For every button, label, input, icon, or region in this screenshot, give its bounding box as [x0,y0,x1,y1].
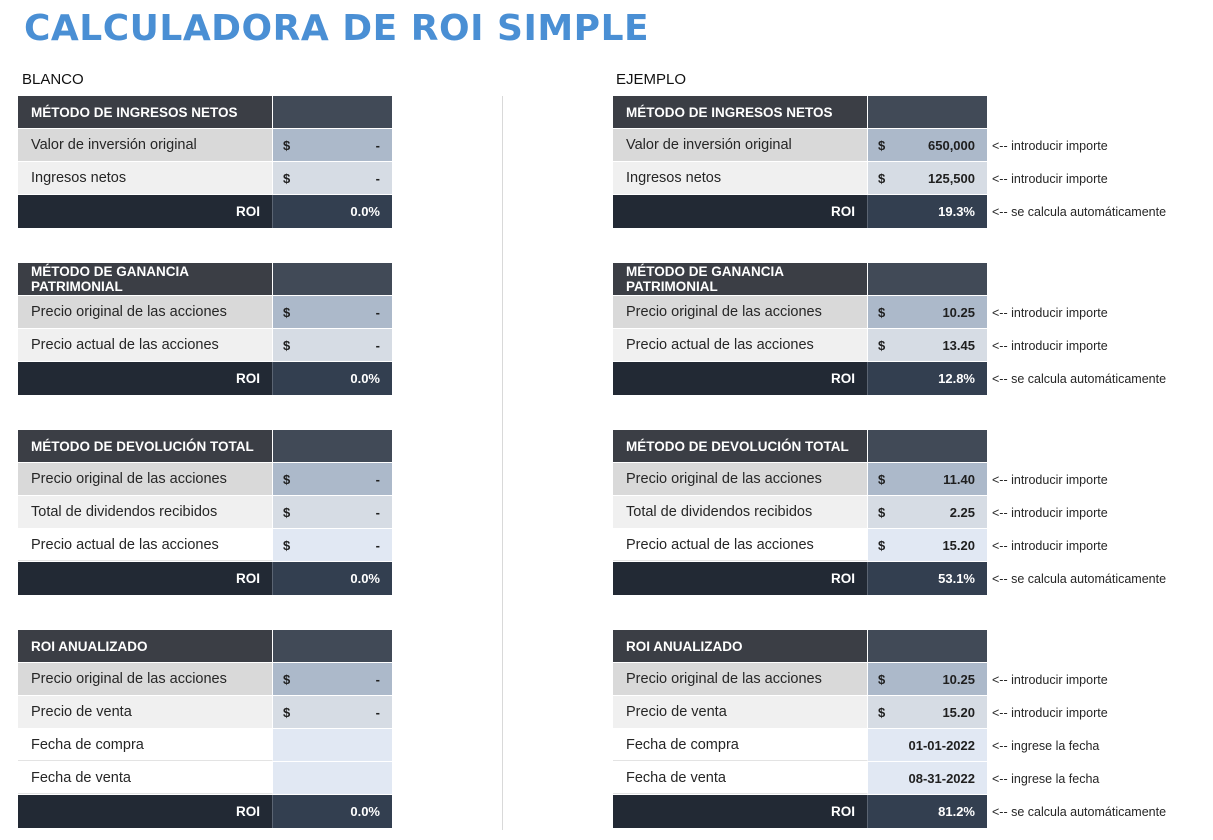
row-label: Precio de venta [613,696,868,728]
original-price-input[interactable] [273,663,392,695]
cell-value: 2.25 [949,504,975,520]
currency-symbol: $ [283,537,291,553]
current-price-input[interactable] [868,329,987,361]
cell-value: - [375,170,380,186]
currency-symbol: $ [878,304,886,320]
sale-price-input[interactable] [273,696,392,728]
roi-row [613,195,987,228]
table-row [613,729,987,762]
table-row [18,463,392,496]
roi-row [613,562,987,595]
row-label: Ingresos netos [613,162,868,194]
header-value-cell [868,630,987,662]
row-label: Total de dividendos recibidos [18,496,273,528]
currency-symbol: $ [878,537,886,553]
blank-capital-gain-table [18,263,392,395]
currency-symbol: $ [283,337,291,353]
hint-note: <-- ingrese la fecha [992,771,1100,786]
table-row [613,663,987,696]
currency-symbol: $ [878,137,886,153]
purchase-date-input[interactable]: 01-01-2022 [868,729,987,761]
roi-value: 0.0% [273,195,392,228]
header-value-cell [273,263,392,295]
dividends-input[interactable] [273,496,392,528]
roi-label: ROI [613,562,868,595]
currency-symbol: $ [283,671,291,687]
table-row [613,496,987,529]
table-row [18,162,392,195]
row-label: Valor de inversión original [18,129,273,161]
table-row [18,729,392,762]
hint-note: <-- introducir importe [992,138,1108,153]
table-row [613,529,987,562]
row-label: Precio original de las acciones [18,463,273,495]
row-label: Valor de inversión original [613,129,868,161]
hint-note: <-- introducir importe [992,538,1108,553]
table-header [613,630,987,663]
currency-symbol: $ [878,471,886,487]
table-row [18,329,392,362]
table-title: ROI ANUALIZADO [613,630,868,662]
cell-value: 15.20 [942,704,975,720]
cell-value: 10.25 [942,671,975,687]
roi-value: 0.0% [273,562,392,595]
row-label: Total de dividendos recibidos [613,496,868,528]
cell-value: - [375,137,380,153]
cell-value: - [375,337,380,353]
roi-label: ROI [613,195,868,228]
table-row [18,496,392,529]
table-row [613,463,987,496]
table-title: MÉTODO DE INGRESOS NETOS [613,96,868,128]
hint-note: <-- se calcula automáticamente [992,204,1167,219]
example-net-income-table [613,96,987,228]
cell-value: - [375,537,380,553]
roi-label: ROI [18,362,273,395]
hint-note: <-- introducir importe [992,171,1108,186]
currency-symbol: $ [283,704,291,720]
hint-note: <-- introducir importe [992,472,1108,487]
roi-value: 81.2% [868,795,987,828]
table-title: MÉTODO DE GANANCIA PATRIMONIAL [18,263,273,295]
row-label: Precio original de las acciones [18,663,273,695]
sale-price-input[interactable] [868,696,987,728]
row-label: Precio actual de las acciones [18,529,273,561]
currency-symbol: $ [283,304,291,320]
roi-row [613,362,987,395]
table-row [18,663,392,696]
current-price-input[interactable] [868,529,987,561]
original-price-input[interactable] [868,663,987,695]
row-label: Fecha de compra [613,729,868,761]
currency-symbol: $ [878,170,886,186]
cell-value: 10.25 [942,304,975,320]
cell-value: - [375,304,380,320]
example-annualized-table [613,630,987,828]
table-title: MÉTODO DE DEVOLUCIÓN TOTAL [613,430,868,462]
table-row [18,129,392,162]
blank-section-label: BLANCO [22,71,84,88]
header-value-cell [273,96,392,128]
row-label: Fecha de compra [18,729,273,761]
original-price-input[interactable] [273,296,392,328]
header-value-cell [273,630,392,662]
currency-symbol: $ [878,337,886,353]
cell-value: - [375,671,380,687]
roi-value: 0.0% [273,362,392,395]
hint-note: <-- introducir importe [992,672,1108,687]
roi-label: ROI [18,562,273,595]
currency-symbol: $ [283,170,291,186]
header-value-cell [868,96,987,128]
table-row [18,762,392,795]
page-title: CALCULADORA DE ROI SIMPLE [24,8,650,49]
table-row [613,129,987,162]
roi-row [18,362,392,395]
hint-note: <-- introducir importe [992,305,1108,320]
row-label: Precio original de las acciones [613,663,868,695]
row-label: Fecha de venta [613,762,868,794]
hint-note: <-- se calcula automáticamente [992,371,1167,386]
currency-symbol: $ [283,137,291,153]
row-label: Precio actual de las acciones [613,529,868,561]
roi-value: 12.8% [868,362,987,395]
header-value-cell [868,430,987,462]
original-price-input[interactable] [273,463,392,495]
table-row [18,296,392,329]
table-header [613,263,987,296]
roi-value: 53.1% [868,562,987,595]
roi-label: ROI [613,795,868,828]
net-income-input[interactable] [273,162,392,194]
table-row [613,329,987,362]
roi-value: 19.3% [868,195,987,228]
column-divider [502,96,503,830]
table-row [613,162,987,195]
example-capital-gain-table [613,263,987,395]
cell-value: - [375,704,380,720]
header-value-cell [868,263,987,295]
hint-note: <-- se calcula automáticamente [992,804,1167,819]
table-header [18,630,392,663]
blank-net-income-table [18,96,392,228]
hint-note: <-- introducir importe [992,505,1108,520]
table-header [613,430,987,463]
currency-symbol: $ [878,504,886,520]
currency-symbol: $ [878,704,886,720]
currency-symbol: $ [283,504,291,520]
row-label: Precio actual de las acciones [18,329,273,361]
hint-note: <-- introducir importe [992,705,1108,720]
table-row [613,762,987,795]
sale-date-input[interactable] [273,762,392,794]
original-investment-input[interactable] [868,129,987,161]
roi-label: ROI [18,195,273,228]
example-total-return-table [613,430,987,595]
cell-value: 15.20 [942,537,975,553]
row-label: Precio original de las acciones [613,463,868,495]
currency-symbol: $ [283,471,291,487]
roi-value: 0.0% [273,795,392,828]
current-price-input[interactable] [273,529,392,561]
table-title: MÉTODO DE INGRESOS NETOS [18,96,273,128]
purchase-date-input[interactable] [273,729,392,761]
table-title: ROI ANUALIZADO [18,630,273,662]
original-price-input[interactable] [868,296,987,328]
roi-label: ROI [613,362,868,395]
header-value-cell [273,430,392,462]
sale-date-input[interactable]: 08-31-2022 [868,762,987,794]
table-header [18,263,392,296]
table-header [18,96,392,129]
table-header [613,96,987,129]
row-label: Precio de venta [18,696,273,728]
cell-value: 13.45 [942,337,975,353]
row-label: Ingresos netos [18,162,273,194]
table-row [613,696,987,729]
roi-row [18,195,392,228]
hint-note: <-- se calcula automáticamente [992,571,1167,586]
example-section-label: EJEMPLO [616,71,687,88]
roi-row [18,795,392,828]
table-title: MÉTODO DE GANANCIA PATRIMONIAL [613,263,868,295]
roi-row [613,795,987,828]
original-price-input[interactable] [868,463,987,495]
row-label: Precio actual de las acciones [613,329,868,361]
table-header [18,430,392,463]
table-title: MÉTODO DE DEVOLUCIÓN TOTAL [18,430,273,462]
dividends-input[interactable] [868,496,987,528]
hint-note: <-- introducir importe [992,338,1108,353]
current-price-input[interactable] [273,329,392,361]
row-label: Precio original de las acciones [613,296,868,328]
row-label: Precio original de las acciones [18,296,273,328]
table-row [613,296,987,329]
hint-note: <-- ingrese la fecha [992,738,1100,753]
cell-value: - [375,471,380,487]
cell-value: 11.40 [943,471,975,487]
original-investment-input[interactable] [273,129,392,161]
row-label: Fecha de venta [18,762,273,794]
net-income-input[interactable] [868,162,987,194]
cell-value: 125,500 [928,170,975,186]
roi-row [18,562,392,595]
cell-value: - [375,504,380,520]
blank-annualized-table [18,630,392,828]
currency-symbol: $ [878,671,886,687]
roi-label: ROI [18,795,273,828]
blank-total-return-table [18,430,392,595]
table-row [18,529,392,562]
table-row [18,696,392,729]
cell-value: 650,000 [928,137,975,153]
